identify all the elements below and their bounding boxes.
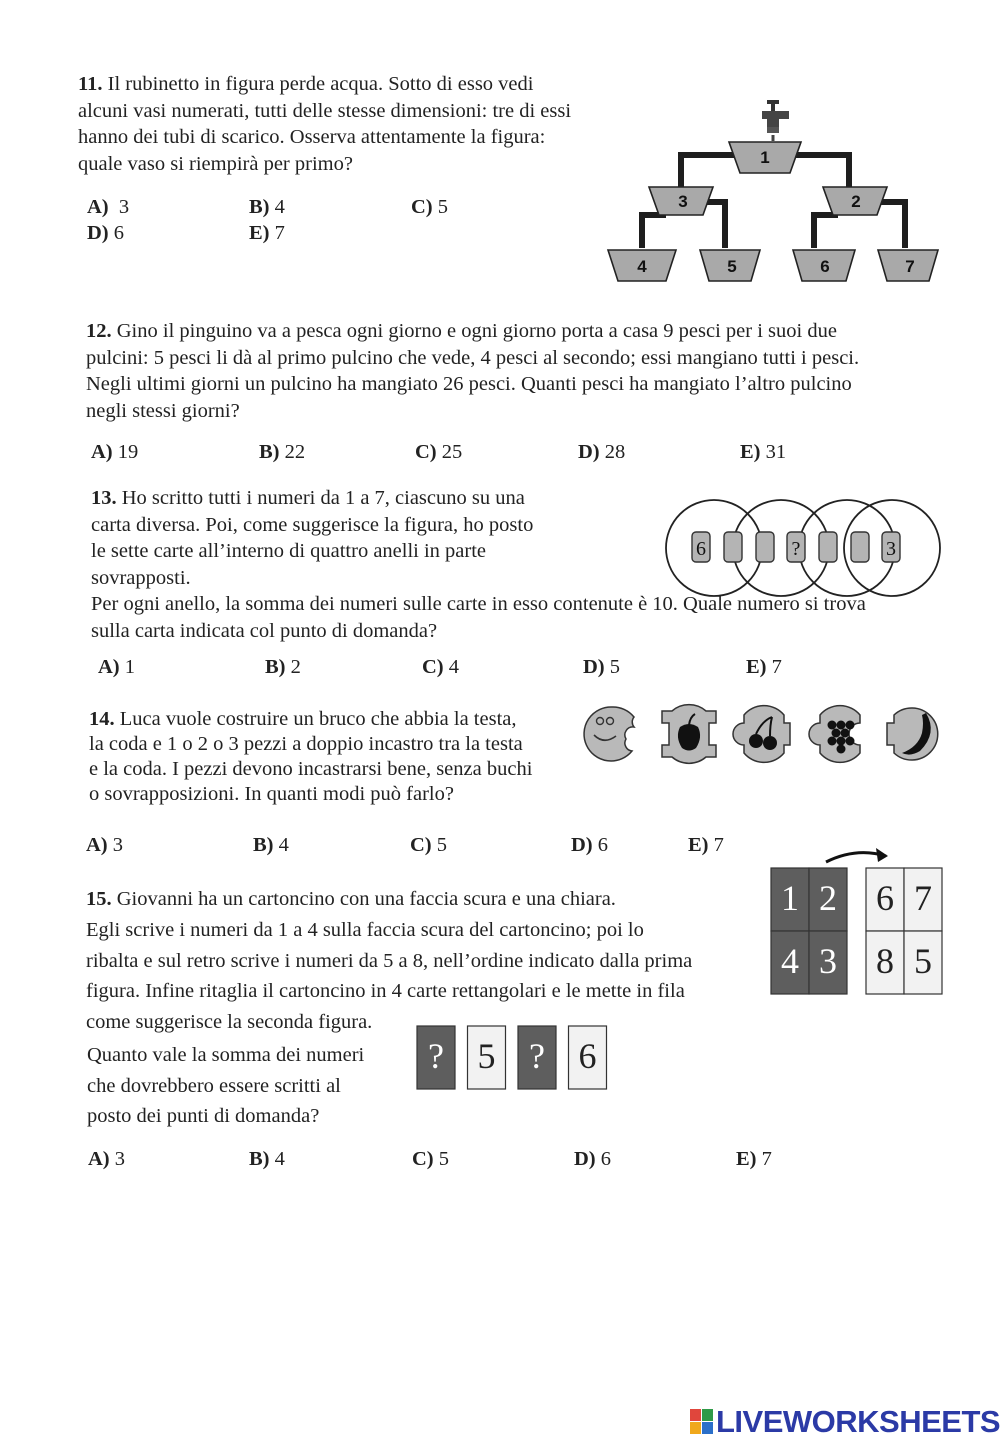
vase-2 — [823, 187, 887, 215]
option-c[interactable]: C) 25 — [415, 441, 463, 463]
svg-text:?: ? — [529, 1036, 545, 1076]
svg-text:3: 3 — [819, 941, 837, 981]
svg-text:1: 1 — [781, 878, 799, 918]
rings-cards-figure — [652, 498, 952, 598]
logo-text: LIVEWORKSHEETS — [716, 1404, 1000, 1439]
option-a[interactable]: A) 1 — [98, 656, 136, 678]
light-face-cell — [866, 868, 904, 931]
option-c[interactable]: C) 5 — [410, 834, 448, 856]
svg-text:6: 6 — [696, 538, 706, 560]
question-15-text: 15. Giovanni ha un cartoncino con una faccia scura e una chiara. Egli scrive i numeri da 1 a 4 sulla faccia scura del cartoncino; poi lo ribalta e sul retro scrive i numeri da 5 a 8, nell’ordine indicato dalla prima figura. Infine ritaglia il cartoncino in 4 carte rettangolari e le mette in fila come suggerisce la seconda figura. — [86, 888, 693, 1034]
option-e[interactable]: E) 31 — [740, 441, 787, 463]
svg-text:5: 5 — [914, 941, 932, 981]
liveworksheets-logo[interactable] — [690, 1402, 1000, 1442]
row-card-1 — [417, 1026, 455, 1089]
light-face-cell — [866, 931, 904, 994]
question-11-text: 11. Il rubinetto in figura perde acqua. Sotto di esso vedi alcuni vasi numerati, tutti delle stesse dimensioni: tre di essi hanno dei tubi di scarico. Osserva attentamente la figura: quale vaso si riempirà per primo? — [78, 73, 572, 175]
option-a[interactable]: A) 3 — [87, 196, 130, 218]
svg-text:5: 5 — [477, 1036, 496, 1076]
card-row-figure — [414, 1024, 614, 1094]
cherries-icon — [733, 706, 790, 763]
dark-face-cell — [771, 931, 809, 994]
card-2 — [724, 532, 742, 562]
svg-text:2: 2 — [851, 192, 861, 211]
row-card-4 — [569, 1026, 607, 1089]
option-c[interactable]: C) 5 — [412, 1148, 450, 1170]
vase-4 — [608, 250, 676, 281]
faucet-vases-figure — [604, 95, 944, 295]
svg-text:1: 1 — [760, 148, 770, 167]
option-a[interactable]: A) 3 — [86, 834, 124, 856]
option-d[interactable]: D) 5 — [583, 656, 621, 678]
card-1 — [692, 532, 710, 562]
card-3 — [756, 532, 774, 562]
option-b[interactable]: B) 4 — [253, 834, 289, 856]
question-number: 15. — [86, 888, 112, 910]
option-d[interactable]: D) 6 — [571, 834, 609, 856]
card-faces-figure — [768, 842, 948, 997]
svg-text:3: 3 — [886, 538, 896, 560]
card-7 — [882, 532, 900, 562]
option-b[interactable]: B) 22 — [259, 441, 306, 463]
dark-face-cell — [771, 868, 809, 931]
option-b[interactable]: B) 4 — [249, 1148, 285, 1170]
caterpillar-pieces-figure — [582, 703, 947, 765]
svg-text:4: 4 — [637, 257, 647, 276]
option-a[interactable]: A) 19 — [91, 441, 139, 463]
question-number: 13. — [91, 487, 117, 509]
option-e[interactable]: E) 7 — [746, 656, 782, 678]
card-4 — [787, 532, 805, 562]
option-b[interactable]: B) 4 — [249, 196, 285, 218]
svg-text:7: 7 — [914, 878, 932, 918]
light-face-cell — [904, 931, 942, 994]
svg-text:4: 4 — [781, 941, 799, 981]
row-card-3 — [518, 1026, 556, 1089]
question-15-text-b: Quanto vale la somma dei numeri che dovrebbero essere scritti al posto dei punti di domanda? — [87, 1044, 365, 1127]
light-face-cell — [904, 868, 942, 931]
svg-text:6: 6 — [820, 257, 830, 276]
logo-blocks-icon — [690, 1409, 714, 1435]
vase-6 — [793, 250, 855, 281]
question-12-text: 12. Gino il pinguino va a pesca ogni giorno e ogni giorno porta a casa 9 pesci per i suoi due pulcini: 5 pesci li dà al primo pulcino che vede, 4 pesci al secondo; essi mangiano tutti i pesci. Negli ultimi giorni un pulcino ha mangiato 26 pesci. Quanti pesci ha mangiato l’altro pulcino negli stessi giorni? — [86, 320, 860, 422]
faucet-icon — [762, 100, 789, 141]
svg-text:2: 2 — [819, 878, 837, 918]
option-d[interactable]: D) 6 — [574, 1148, 612, 1170]
ring-3 — [799, 500, 895, 596]
banana-icon — [887, 708, 938, 760]
svg-text:7: 7 — [905, 257, 915, 276]
svg-text:6: 6 — [578, 1036, 597, 1076]
vase-1 — [729, 142, 801, 173]
option-a[interactable]: A) 3 — [88, 1148, 126, 1170]
svg-text:8: 8 — [876, 941, 894, 981]
svg-text:3: 3 — [678, 192, 688, 211]
ring-2 — [733, 500, 829, 596]
vase-5 — [700, 250, 760, 281]
option-d[interactable]: D) 6 — [87, 222, 125, 244]
card-5 — [819, 532, 837, 562]
option-c[interactable]: C) 5 — [411, 196, 449, 218]
card-6 — [851, 532, 869, 562]
grapes-icon — [809, 706, 860, 763]
option-e[interactable]: E) 7 — [688, 834, 724, 856]
svg-text:5: 5 — [727, 257, 737, 276]
vase-7 — [878, 250, 938, 281]
question-number: 12. — [86, 320, 112, 342]
svg-text:?: ? — [791, 538, 801, 560]
row-card-2 — [468, 1026, 506, 1089]
dark-face-cell — [809, 868, 847, 931]
vase-3 — [649, 187, 713, 215]
apple-icon — [662, 705, 716, 764]
svg-text:6: 6 — [876, 878, 894, 918]
question-13-text: 13. Ho scritto tutti i numeri da 1 a 7, ciascuno su una carta diversa. Poi, come suggerisce la figura, ho posto le sette carte all’interno di quattro anelli in parte sovrapposti. Per ogni anello, la somma dei numeri sulle carte in esso contenute è 10. Quale numero si trova sulla carta indicata col punto di domanda? — [91, 487, 866, 642]
head-face-icon — [584, 707, 634, 761]
option-e[interactable]: E) 7 — [249, 222, 285, 244]
question-number: 14. — [89, 708, 115, 730]
question-14-text: 14. Luca vuole costruire un bruco che abbia la testa, la coda e 1 o 2 o 3 pezzi a doppio incastro tra la testa e la coda. I pezzi devono incastrarsi bene, senza buchi o sovrapposizioni. In quanti modi può farlo? — [89, 708, 533, 805]
option-d[interactable]: D) 28 — [578, 441, 626, 463]
option-e[interactable]: E) 7 — [736, 1148, 772, 1170]
option-c[interactable]: C) 4 — [422, 656, 460, 678]
svg-text:?: ? — [428, 1036, 444, 1076]
question-number: 11. — [78, 73, 103, 95]
option-b[interactable]: B) 2 — [265, 656, 301, 678]
dark-face-cell — [809, 931, 847, 994]
